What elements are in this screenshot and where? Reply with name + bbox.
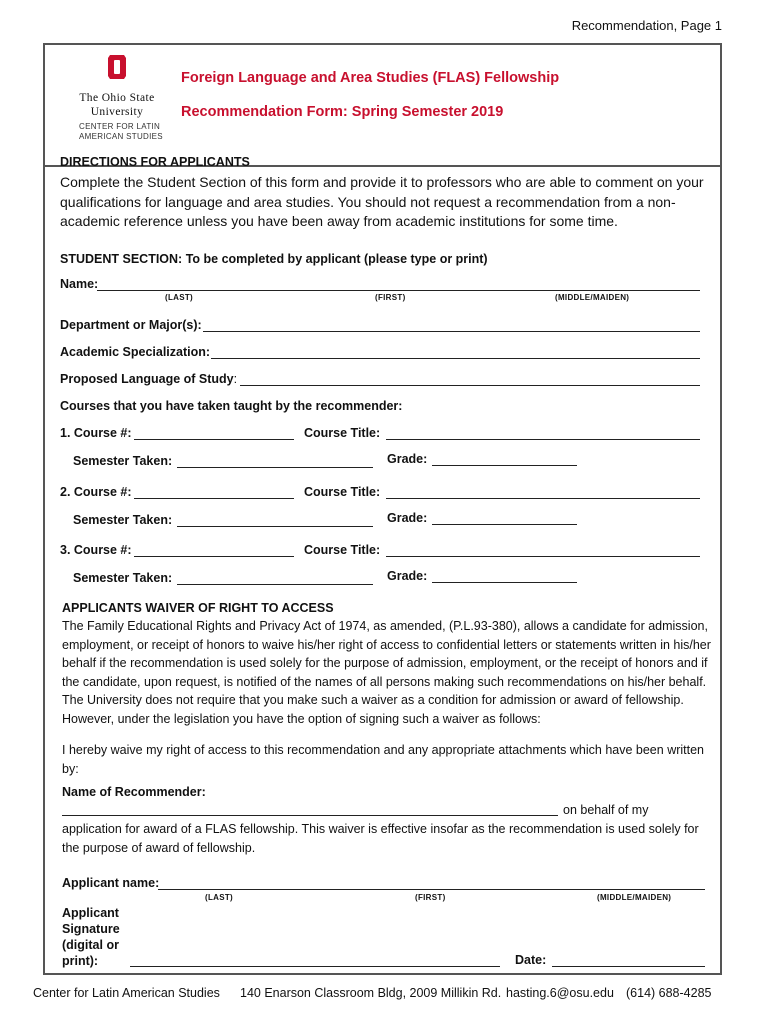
course-1-semester-label: Semester Taken:: [73, 454, 173, 468]
course-1-title-label: Course Title:: [304, 426, 381, 440]
course-1-grade-field[interactable]: [432, 465, 577, 466]
course-3-semester-label: Semester Taken:: [73, 571, 173, 585]
department-label: Department or Major(s):: [60, 318, 202, 332]
specialization-label: Academic Specialization:: [60, 345, 211, 359]
name-field[interactable]: [97, 290, 700, 291]
course-1-label: 1. Course #:: [60, 426, 132, 440]
name-sub-middle: (MIDDLE/MAIDEN): [555, 293, 630, 302]
waiver-paragraph: The Family Educational Rights and Privacy Act of 1974, as amended, (P.L.93-380), allows a candidate for admission, employment, or receipt of honors to waive his/her right of access to confidential letters or statements written in his/her behalf if the recommendation is used solely for the purpose of admission, employment, or the receipt of honors and if the candidate, upon request, is notified of the names of all persons making such recommendations on his/her behalf. The University does not require that you make such a waiver as a condition for admission or award of fellowship. However, under the legislation you have the option of signing such a waiver as follows:: [62, 619, 711, 726]
osu-logo: [67, 53, 167, 141]
directions-text: Complete the Student Section of this form and provide it to professors who are able to comment on your qualifications for language and area studies. You should not request a recommendation from a non-academic reference unless you have been away from academic institutions for some time.: [60, 174, 704, 229]
course-2-semester-field[interactable]: [177, 526, 373, 527]
course-2-label: 2. Course #:: [60, 485, 132, 499]
waiver-statement: I hereby waive my right of access to this recommendation and any appropriate attachments which have been written by:: [62, 743, 705, 776]
course-1-number-field[interactable]: [134, 439, 294, 440]
applicant-sub-first: (FIRST): [415, 893, 446, 902]
form-title: Foreign Language and Area Studies (FLAS) Fellowship: [181, 70, 560, 86]
course-1-semester-field[interactable]: [177, 467, 373, 468]
recommender-name-field[interactable]: [62, 815, 558, 816]
logo-line-1: The Ohio State: [79, 92, 155, 104]
course-1-title-field[interactable]: [386, 439, 700, 440]
course-2-title-field[interactable]: [386, 498, 700, 499]
application-text: application for award of a FLAS fellowship. This waiver is effective insofar as the recommendation is used solely for the purpose of award of fellowship.: [62, 822, 699, 855]
department-field[interactable]: [203, 331, 700, 332]
applicant-sub-middle: (MIDDLE/MAIDEN): [597, 893, 672, 902]
footer-center-name: Center for Latin American Studies: [33, 986, 220, 1000]
recommender-label: Name of Recommender:: [62, 785, 206, 799]
applicant-sub-last: (LAST): [205, 893, 234, 902]
signature-label-line-3: (digital or: [62, 938, 119, 952]
language-label: Proposed Language of Study: [60, 372, 234, 386]
course-2-title-label: Course Title:: [304, 485, 381, 499]
course-2-semester-label: Semester Taken:: [73, 513, 173, 527]
course-1-grade-label: Grade:: [387, 452, 428, 466]
course-2-grade-label: Grade:: [387, 511, 428, 525]
language-colon: :: [233, 372, 238, 386]
course-3-title-label: Course Title:: [304, 543, 381, 557]
course-3-grade-field[interactable]: [432, 582, 577, 583]
form-subtitle: Recommendation Form: Spring Semester 2019: [181, 104, 504, 120]
waiver-heading: APPLICANTS WAIVER OF RIGHT TO ACCESS: [62, 601, 334, 615]
logo-sub-2: AMERICAN STUDIES: [79, 131, 163, 141]
behalf-text: on behalf of my: [563, 803, 649, 817]
signature-label-line-2: Signature: [62, 922, 120, 936]
signature-label-line-1: Applicant: [62, 906, 119, 920]
name-sub-last: (LAST): [165, 293, 194, 302]
block-o-icon: [106, 53, 128, 81]
directions-heading: DIRECTIONS FOR APPLICANTS: [60, 155, 250, 169]
footer-address: 140 Enarson Classroom Bldg, 2009 Millikin Rd.: [240, 986, 502, 1000]
course-3-label: 3. Course #:: [60, 543, 132, 557]
course-3-title-field[interactable]: [386, 556, 700, 557]
language-field[interactable]: [240, 385, 700, 386]
applicant-name-label: Applicant name:: [62, 876, 160, 890]
name-sub-first: (FIRST): [375, 293, 406, 302]
footer-phone: (614) 688-4285: [626, 986, 712, 1000]
course-3-grade-label: Grade:: [387, 569, 428, 583]
signature-label: [62, 905, 120, 969]
courses-heading: Courses that you have taken taught by the recommender:: [60, 399, 403, 413]
specialization-field[interactable]: [211, 358, 700, 359]
date-label: Date:: [515, 953, 547, 967]
page-header: Recommendation, Page 1: [571, 18, 722, 33]
signature-field[interactable]: [130, 966, 500, 967]
course-3-number-field[interactable]: [134, 556, 294, 557]
logo-sub-1: CENTER FOR LATIN: [79, 122, 161, 131]
course-3-semester-field[interactable]: [177, 584, 373, 585]
student-section-heading: STUDENT SECTION: To be completed by applicant (please type or print): [60, 252, 488, 266]
signature-label-line-4: print):: [62, 954, 99, 968]
name-label: Name:: [60, 277, 99, 291]
course-2-grade-field[interactable]: [432, 524, 577, 525]
course-2-number-field[interactable]: [134, 498, 294, 499]
logo-line-2: University: [90, 106, 144, 118]
date-field[interactable]: [552, 966, 705, 967]
footer-email[interactable]: hasting.6@osu.edu: [506, 986, 614, 1000]
applicant-name-field[interactable]: [158, 889, 705, 890]
